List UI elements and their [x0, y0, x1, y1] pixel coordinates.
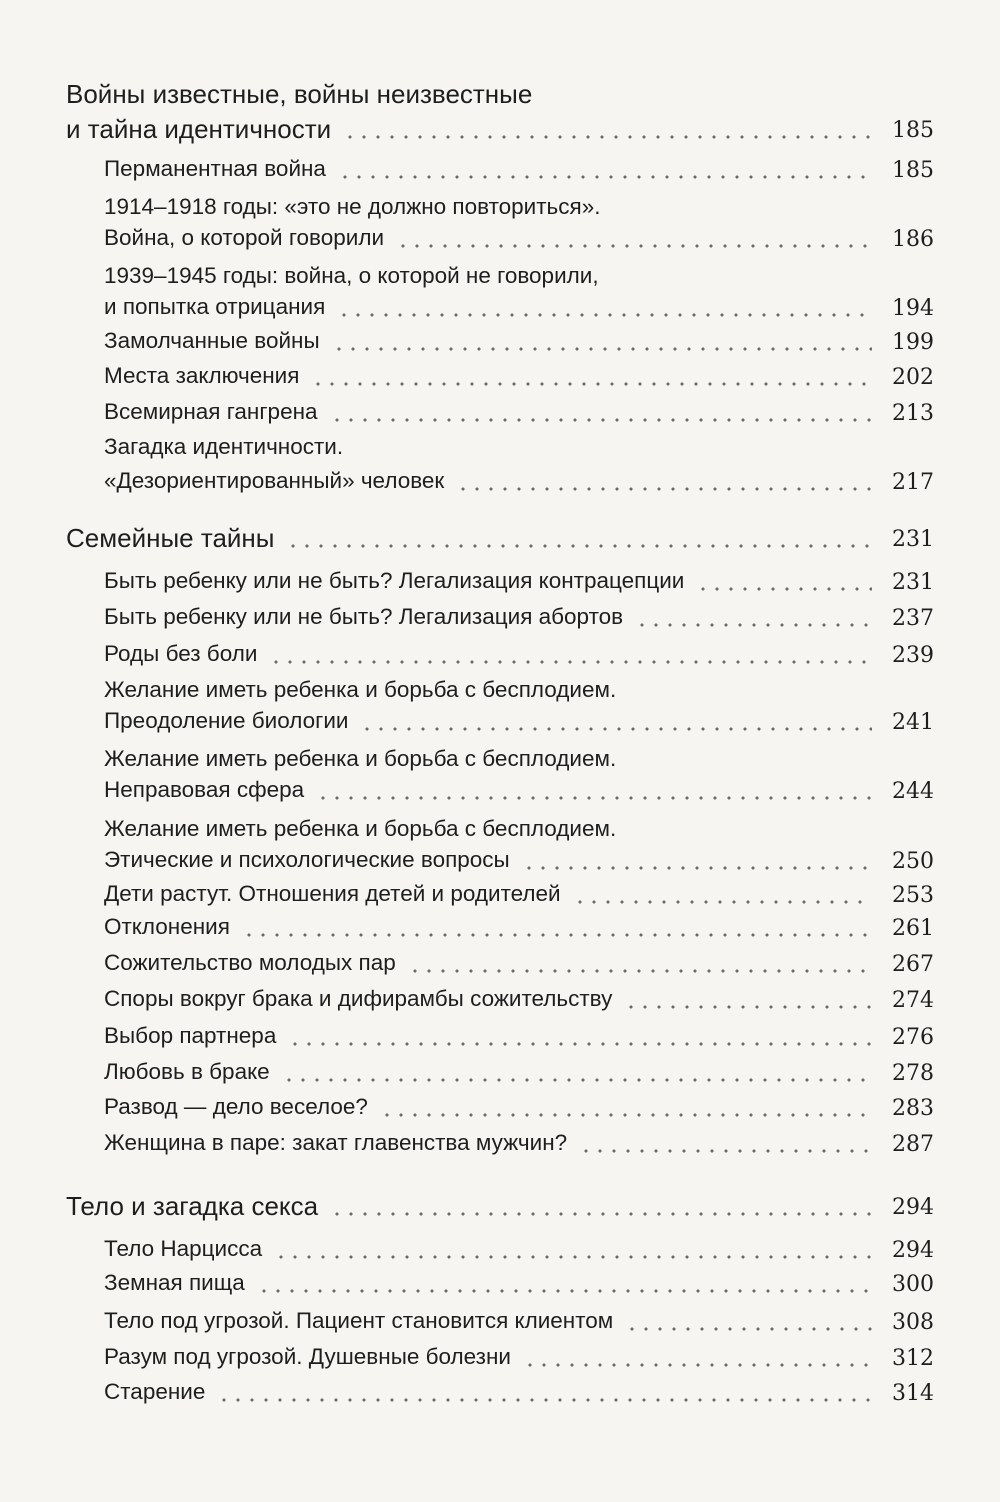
entry-page-number: 239 — [892, 643, 934, 668]
dot-leader — [332, 347, 872, 351]
entry-page-number: 237 — [892, 606, 934, 631]
toc-entry-text: Всемирная гангрена — [104, 399, 318, 424]
dot-leader — [396, 244, 872, 248]
entry-page-number: 308 — [892, 1310, 934, 1335]
entry-page-number: 202 — [892, 365, 934, 390]
toc-entry-text: Преодоление биологии — [104, 708, 349, 733]
toc-entry-text: Перманентная война — [104, 156, 326, 181]
dot-leader — [625, 1327, 872, 1331]
dot-leader — [635, 623, 872, 627]
toc-entry-text: Старение — [104, 1379, 206, 1404]
dot-leader — [338, 175, 872, 179]
toc-entry-text: Этические и психологические вопросы — [104, 847, 510, 872]
entry-page-number: 231 — [892, 570, 934, 595]
entry-page-number: 253 — [892, 883, 934, 908]
toc-entry-text: Быть ребенку или не быть? Легализация контрацепции — [104, 568, 685, 593]
dot-leader — [330, 418, 872, 422]
entry-page-number: 283 — [892, 1096, 934, 1121]
entry-page-number: 217 — [892, 470, 934, 495]
dot-leader — [311, 382, 872, 386]
dot-leader — [408, 969, 872, 973]
entry-page-number: 244 — [892, 779, 934, 804]
section-page-number: 185 — [892, 118, 934, 143]
toc-entry-text: Дети растут. Отношения детей и родителей — [104, 881, 561, 906]
toc-entry-text: Сожительство молодых пар — [104, 950, 396, 975]
entry-page-number: 199 — [892, 330, 934, 355]
dot-leader — [360, 727, 872, 731]
dot-leader — [456, 487, 872, 491]
toc-entry-text: Споры вокруг брака и дифирамбы сожительству — [104, 986, 613, 1011]
entry-page-number: 276 — [892, 1025, 934, 1050]
dot-leader — [624, 1005, 872, 1009]
dot-leader — [282, 1078, 872, 1082]
toc-entry-text: Выбор партнера — [104, 1023, 277, 1048]
toc-entry-text: Разум под угрозой. Душевные болезни — [104, 1344, 511, 1369]
toc-entry-text: Роды без боли — [104, 641, 258, 666]
toc-entry-text: Замолчанные войны — [104, 328, 320, 353]
toc-entry-text: 1914–1918 годы: «это не должно повториться». — [104, 194, 601, 219]
section-title-text: и тайна идентичности — [66, 114, 332, 144]
toc-entry-text: Желание иметь ребенка и борьба с бесплодием. — [104, 746, 617, 771]
section-title-text: Тело и загадка секса — [66, 1191, 319, 1221]
entry-page-number: 185 — [892, 158, 934, 183]
dot-leader — [380, 1113, 872, 1117]
toc-entry-text: и попытка отрицания — [104, 294, 326, 319]
entry-page-number: 241 — [892, 710, 934, 735]
section-page-number: 231 — [892, 527, 934, 552]
dot-leader — [269, 660, 872, 664]
toc-entry-text: Быть ребенку или не быть? Легализация абортов — [104, 604, 624, 629]
toc-entry-text: Тело под угрозой. Пациент становится клиентом — [104, 1308, 614, 1333]
dot-leader — [522, 866, 872, 870]
dot-leader — [257, 1289, 872, 1293]
toc-entry-text: Война, о которой говорили — [104, 225, 385, 250]
entry-page-number: 312 — [892, 1346, 934, 1371]
toc-entry-text: 1939–1945 годы: война, о которой не говорили, — [104, 263, 599, 288]
section-title-text: Семейные тайны — [66, 523, 275, 553]
dot-leader — [316, 796, 872, 800]
entry-page-number: 278 — [892, 1061, 934, 1086]
entry-page-number: 194 — [892, 296, 934, 321]
dot-leader — [242, 933, 872, 937]
toc-entry-text: «Дезориентированный» человек — [104, 468, 445, 493]
toc-entry-text: Места заключения — [104, 363, 300, 388]
toc-entry-text: Развод — дело веселое? — [104, 1094, 368, 1119]
toc-entry-text: Желание иметь ребенка и борьба с бесплодием. — [104, 816, 617, 841]
entry-page-number: 213 — [892, 401, 934, 426]
dot-leader — [217, 1398, 872, 1402]
toc-entry-text: Земная пища — [104, 1270, 245, 1295]
toc-entry-text: Тело Нарцисса — [104, 1236, 263, 1261]
section-title-text: Войны известные, войны неизвестные — [66, 79, 533, 109]
entry-page-number: 267 — [892, 952, 934, 977]
entry-page-number: 274 — [892, 988, 934, 1013]
entry-page-number: 250 — [892, 849, 934, 874]
dot-leader — [696, 587, 872, 591]
dot-leader — [343, 135, 872, 139]
entry-page-number: 287 — [892, 1132, 934, 1157]
dot-leader — [337, 313, 872, 317]
toc-entry-text: Любовь в браке — [104, 1059, 270, 1084]
toc-entry-text: Женщина в паре: закат главенства мужчин? — [104, 1130, 568, 1155]
toc-entry-text: Отклонения — [104, 914, 230, 939]
dot-leader — [330, 1212, 872, 1216]
section-page-number: 294 — [892, 1195, 934, 1220]
dot-leader — [286, 544, 872, 548]
toc-entry-text: Желание иметь ребенка и борьба с бесплодием. — [104, 677, 617, 702]
entry-page-number: 300 — [892, 1272, 934, 1297]
entry-page-number: 314 — [892, 1381, 934, 1406]
dot-leader — [523, 1363, 872, 1367]
entry-page-number: 186 — [892, 227, 934, 252]
entry-page-number: 261 — [892, 916, 934, 941]
toc-entry-text: Неправовая сфера — [104, 777, 305, 802]
dot-leader — [579, 1149, 872, 1153]
entry-page-number: 294 — [892, 1238, 934, 1263]
dot-leader — [573, 900, 872, 904]
dot-leader — [288, 1042, 872, 1046]
dot-leader — [274, 1255, 872, 1259]
toc-entry-text: Загадка идентичности. — [104, 434, 344, 459]
